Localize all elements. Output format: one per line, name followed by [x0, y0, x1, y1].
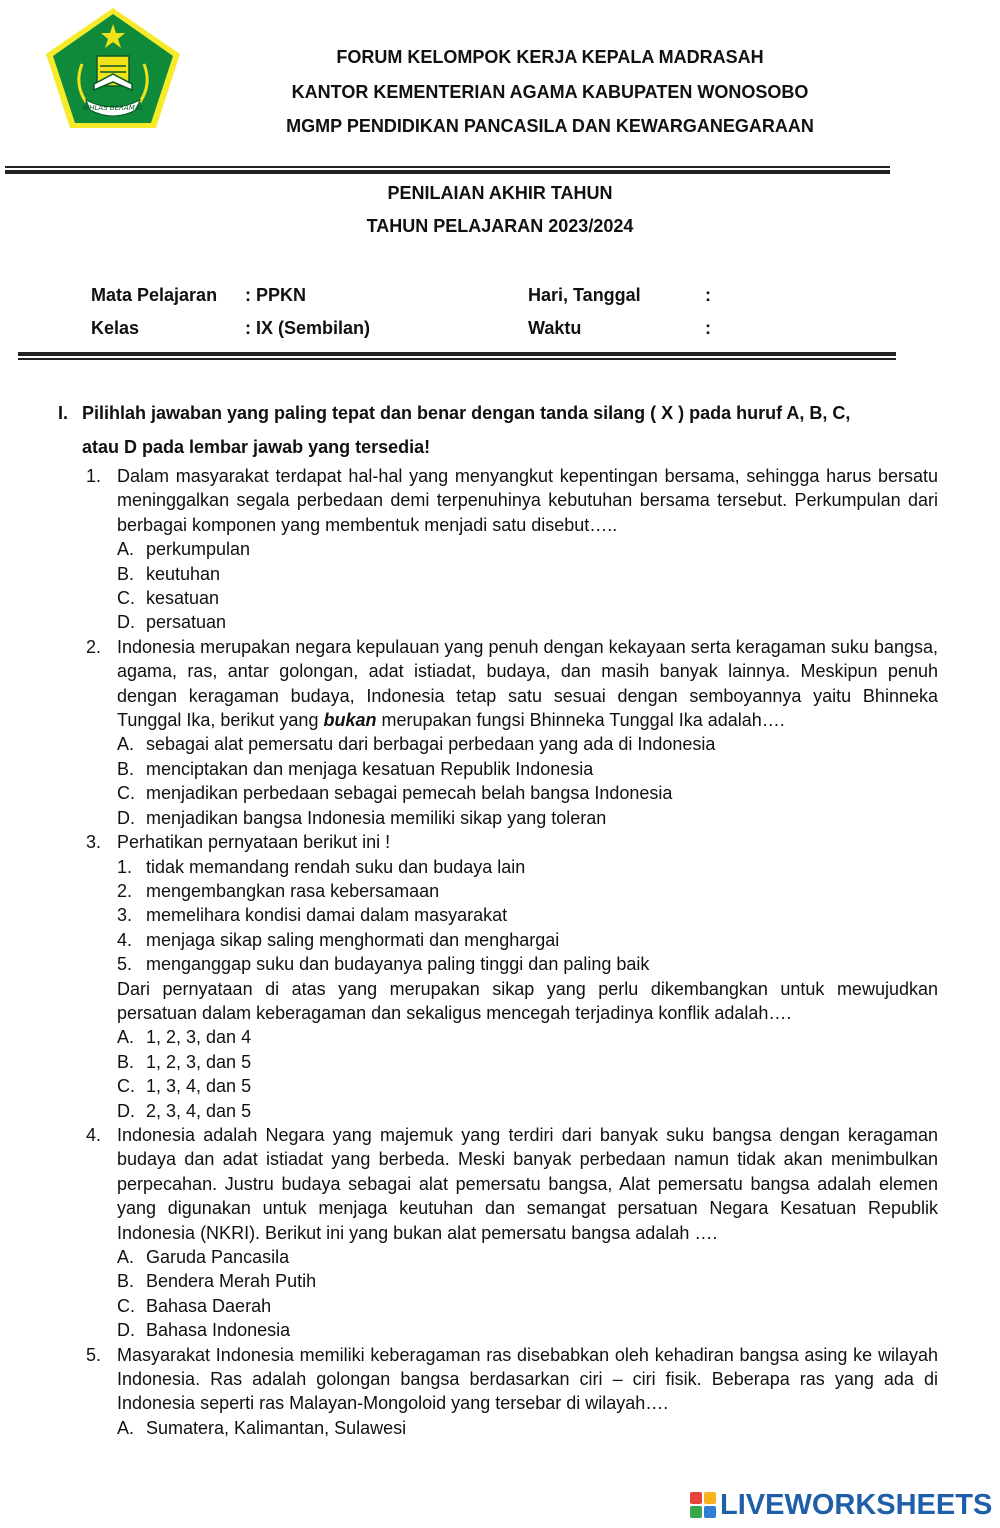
- option-a[interactable]: [117, 1025, 938, 1049]
- time-value: :: [705, 318, 711, 338]
- subject-value: : PPKN: [245, 285, 307, 305]
- liveworksheets-wordmark: LIVEWORKSHEETS: [720, 1488, 993, 1521]
- option-a[interactable]: [117, 732, 938, 756]
- time-label: Waktu: [528, 318, 582, 338]
- question-3: [86, 830, 938, 1123]
- statement-text: mengembangkan rasa kebersamaan: [146, 880, 440, 901]
- statement-2: [117, 879, 938, 903]
- option-letter: A.: [117, 1027, 135, 1048]
- liveworksheets-logo[interactable]: [690, 1488, 992, 1522]
- exam-title: PENILAIAN AKHIR TAHUN: [387, 183, 613, 203]
- kemenag-emblem-icon: [42, 4, 184, 134]
- option-letter: C.: [117, 588, 135, 609]
- statement-number: 2.: [117, 880, 133, 901]
- option-letter: D.: [117, 612, 135, 633]
- question-text-2: Dari pernyataan di atas yang merupakan sikap yang perlu dikembangkan untuk mewujudkan persatuan dalam keberagaman dan sekaligus mencegah terjadinya konflik adalah….: [117, 978, 938, 1023]
- question-list: [86, 464, 938, 1440]
- question-4: [86, 1123, 938, 1343]
- meta-divider-thin: [18, 358, 896, 360]
- question-5: [86, 1343, 938, 1441]
- header-office: KANTOR KEMENTERIAN AGAMA KABUPATEN WONOSOBO: [291, 82, 809, 102]
- question-number: 4.: [86, 1124, 102, 1145]
- statement-4: [117, 928, 938, 952]
- class-value: : IX (Sembilan): [245, 318, 371, 338]
- option-c[interactable]: [117, 1074, 938, 1098]
- option-text: Bahasa Daerah: [146, 1295, 272, 1316]
- option-text: 2, 3, 4, dan 5: [146, 1100, 252, 1121]
- option-letter: C.: [117, 783, 135, 804]
- option-text: kesatuan: [146, 588, 220, 609]
- option-a[interactable]: [117, 1416, 938, 1440]
- statement-3: [117, 903, 938, 927]
- option-b[interactable]: [117, 1269, 938, 1293]
- statement-number: 1.: [117, 856, 133, 877]
- statement-5: [117, 952, 938, 976]
- option-letter: A.: [117, 1417, 135, 1438]
- question-text: Perhatikan pernyataan berikut ini !: [117, 832, 391, 853]
- day-value: :: [705, 285, 711, 305]
- logo-motto: IKHLAS BERAMAL: [82, 104, 144, 112]
- statement-text: menganggap suku dan budayanya paling tinggi dan paling baik: [146, 954, 650, 975]
- option-text: perkumpulan: [146, 539, 251, 560]
- liveworksheets-grid-icon: [690, 1492, 716, 1518]
- question-1: [86, 464, 938, 635]
- question-2: [86, 635, 938, 830]
- header-mgmp: MGMP PENDIDIKAN PANCASILA DAN KEWARGANEGARAAN: [286, 116, 814, 136]
- option-letter: D.: [117, 1320, 135, 1341]
- option-b[interactable]: [117, 757, 938, 781]
- question-text: Masyarakat Indonesia memiliki keberagaman ras disebabkan oleh kehadiran bangsa asing ke wilayah Indonesia. Ras adalah golongan bangsa berdasarkan ciri – ciri fisik. Beberapa ras yang ada di Indonesia seperti ras Malayan-Mongoloid yang tersebar di wilayah….: [117, 1344, 938, 1414]
- option-d[interactable]: [117, 806, 938, 830]
- question-text-part: Indonesia merupakan negara kepulauan yang penuh dengan kekayaan serta keragaman suku bangsa, agama, ras, antar golongan, adat istiadat, budaya, dan masih banyak lainnya. Meskipun penuh dengan keragaman budaya, Indonesia tetap satu sesuai dengan semboyannya yaitu Bhinneka Tunggal Ika, berikut yang: [117, 636, 938, 731]
- option-letter: B.: [117, 758, 135, 779]
- statement-text: menjaga sikap saling menghormati dan menghargai: [146, 929, 560, 950]
- option-d[interactable]: [117, 1318, 938, 1342]
- option-c[interactable]: [117, 586, 938, 610]
- option-letter: B.: [117, 1051, 135, 1072]
- header-divider-thin: [5, 166, 890, 168]
- option-c[interactable]: [117, 781, 938, 805]
- option-text: sebagai alat pemersatu dari berbagai perbedaan yang ada di Indonesia: [146, 734, 716, 755]
- option-b[interactable]: [117, 562, 938, 586]
- question-text: [117, 635, 938, 733]
- class-label: Kelas: [91, 318, 140, 338]
- option-a[interactable]: [117, 537, 938, 561]
- option-text: menjadikan bangsa Indonesia memiliki sikap yang toleran: [146, 807, 607, 828]
- option-letter: D.: [117, 807, 135, 828]
- statement-number: 5.: [117, 954, 133, 975]
- day-label: Hari, Tanggal: [528, 285, 641, 305]
- option-letter: C.: [117, 1076, 135, 1097]
- option-letter: A.: [117, 539, 135, 560]
- option-text: menjadikan perbedaan sebagai pemecah belah bangsa Indonesia: [146, 783, 673, 804]
- statement-number: 3.: [117, 905, 133, 926]
- statement-text: tidak memandang rendah suku dan budaya lain: [146, 856, 526, 877]
- option-text: persatuan: [146, 612, 227, 633]
- option-text: Bahasa Indonesia: [146, 1320, 291, 1341]
- option-text: 1, 2, 3, dan 4: [146, 1027, 252, 1048]
- option-text: 1, 2, 3, dan 5: [146, 1051, 252, 1072]
- instruction-line-1: Pilihlah jawaban yang paling tepat dan benar dengan tanda silang ( X ) pada huruf A, B, C,: [82, 403, 851, 423]
- statement-1: [117, 855, 938, 879]
- statement-text: memelihara kondisi damai dalam masyarakat: [146, 905, 508, 926]
- question-text-part: merupakan fungsi Bhinneka Tunggal Ika adalah….: [376, 710, 785, 731]
- emphasis-word: bukan: [323, 710, 377, 731]
- option-text: keutuhan: [146, 563, 221, 584]
- exam-year: TAHUN PELAJARAN 2023/2024: [366, 216, 634, 236]
- question-number: 5.: [86, 1344, 102, 1365]
- instruction: [58, 396, 948, 464]
- option-letter: A.: [117, 734, 135, 755]
- option-c[interactable]: [117, 1294, 938, 1318]
- option-text: Sumatera, Kalimantan, Sulawesi: [146, 1417, 407, 1438]
- meta-divider-thick: [18, 352, 896, 356]
- instruction-line-2: atau D pada lembar jawab yang tersedia!: [82, 437, 431, 457]
- option-d[interactable]: [117, 610, 938, 634]
- option-b[interactable]: [117, 1050, 938, 1074]
- question-text: Indonesia adalah Negara yang majemuk yang terdiri dari banyak suku bangsa dengan keragaman budaya dan adat istiadat yang berbeda. Meski banyak perbedaan namun tidak akan menimbulkan perpecahan. Justru budaya sebagai alat pemersatu bangsa, Alat pemersatu bangsa adalah elemen yang digunakan untuk menjaga keutuhan dan semangat persatuan Negara Kesatuan Republik Indonesia (NKRI). Berikut ini yang bukan alat pemersatu bangsa adalah ….: [117, 1124, 938, 1243]
- instruction-number: I.: [58, 403, 69, 423]
- option-letter: B.: [117, 563, 135, 584]
- option-letter: B.: [117, 1271, 135, 1292]
- option-letter: C.: [117, 1295, 135, 1316]
- option-text: menciptakan dan menjaga kesatuan Republik Indonesia: [146, 758, 594, 779]
- header-divider-thick: [5, 170, 890, 174]
- option-d[interactable]: [117, 1099, 938, 1123]
- option-text: 1, 3, 4, dan 5: [146, 1076, 252, 1097]
- option-letter: A.: [117, 1247, 135, 1267]
- option-text: Bendera Merah Putih: [146, 1271, 317, 1292]
- kemenag-logo: [42, 4, 184, 134]
- question-number: 2.: [86, 636, 102, 657]
- header-forum: FORUM KELOMPOK KERJA KEPALA MADRASAH: [336, 47, 764, 67]
- option-text: Garuda Pancasila: [146, 1247, 290, 1267]
- question-number: 1.: [86, 466, 102, 486]
- statement-number: 4.: [117, 929, 133, 950]
- option-letter: D.: [117, 1100, 135, 1121]
- question-text: Dalam masyarakat terdapat hal-hal yang menyangkut kepentingan bersama, sehingga harus bersatu meninggalkan segala perbedaan demi terpenuhinya kebutuhan bersama tersebut. Perkumpulan dari berbagai komponen yang membentuk menjadi satu disebut…..: [117, 466, 938, 535]
- subject-label: Mata Pelajaran: [91, 285, 218, 305]
- option-a[interactable]: [117, 1245, 938, 1269]
- question-number: 3.: [86, 832, 102, 853]
